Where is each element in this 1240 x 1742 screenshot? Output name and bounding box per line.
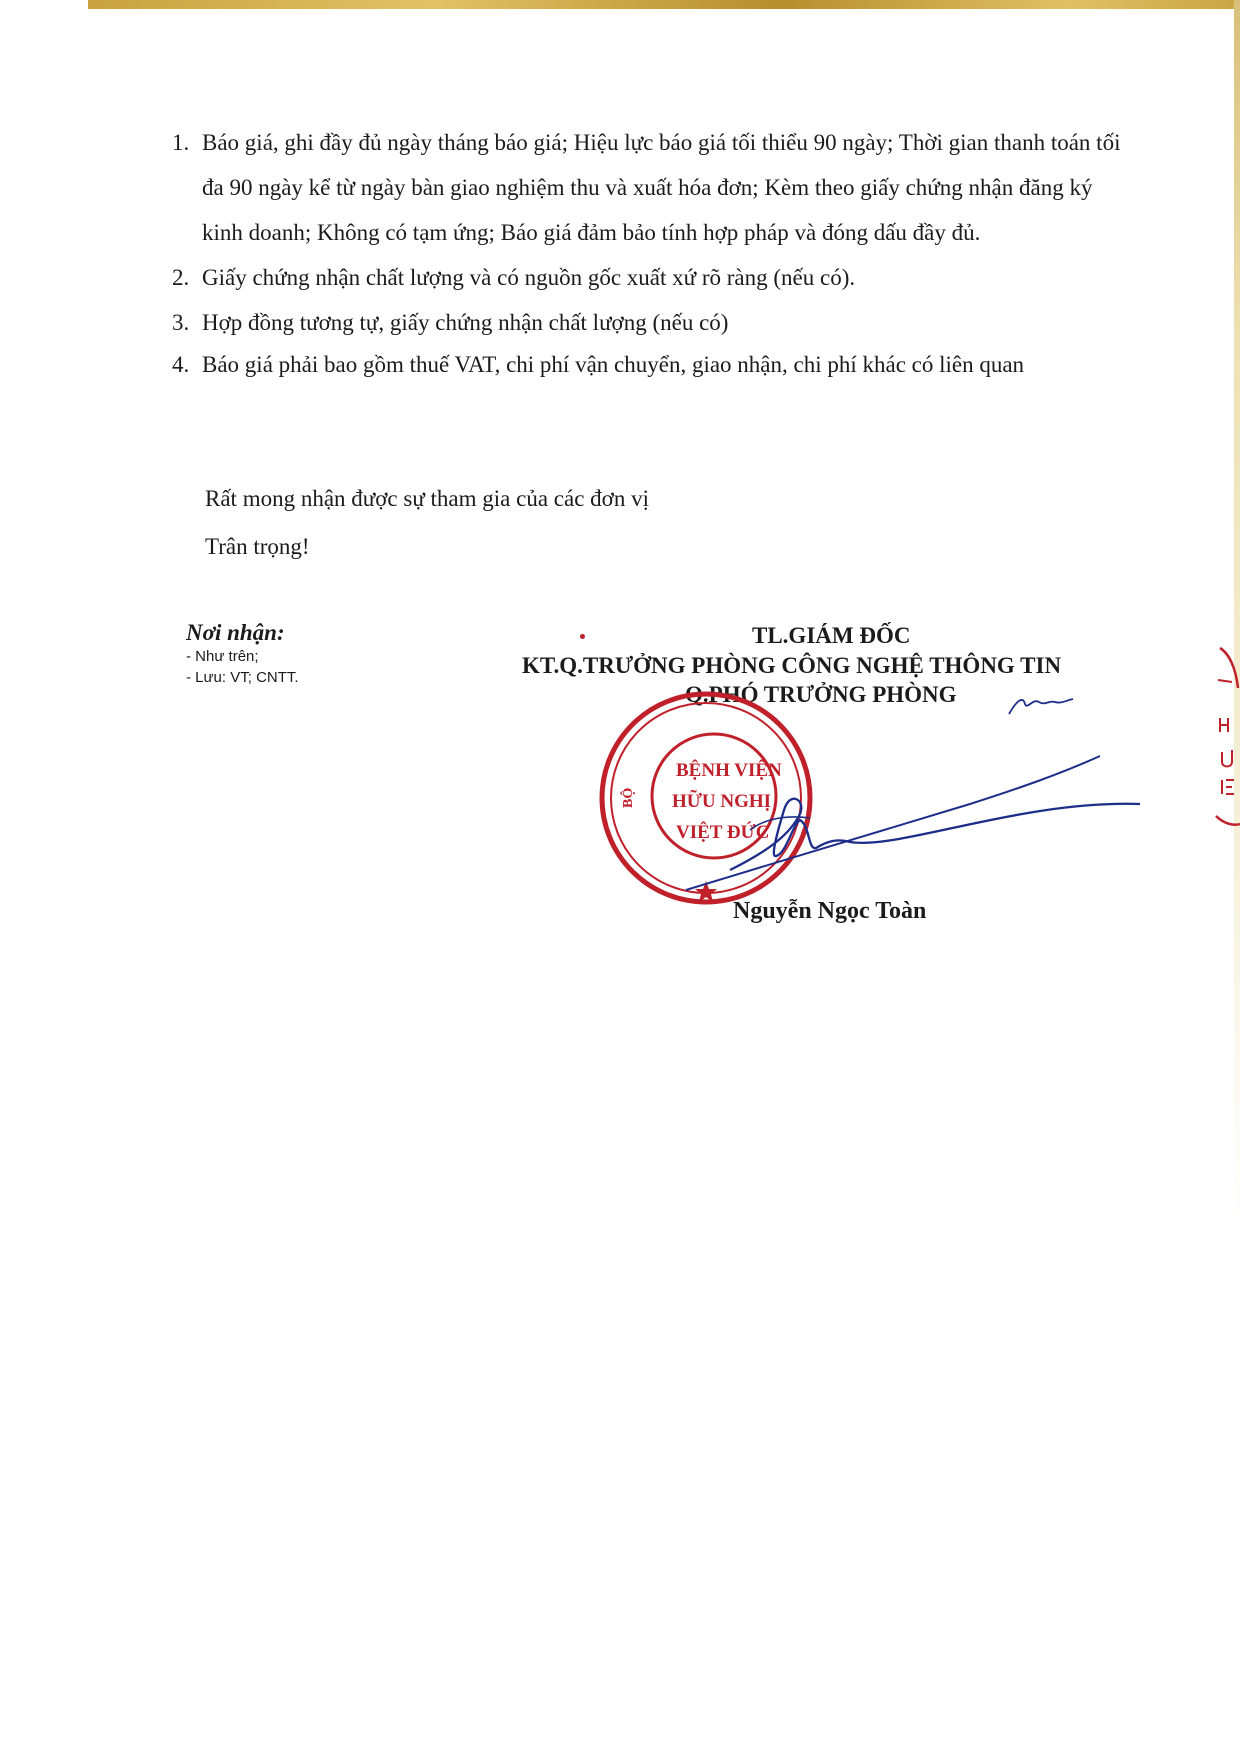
recipient-item: - Như trên; bbox=[186, 648, 259, 665]
requirement-item-2 bbox=[172, 255, 1132, 300]
signer-name: Nguyễn Ngọc Toàn bbox=[733, 898, 927, 924]
requirement-number: 2. bbox=[172, 265, 190, 290]
requirement-number: 1. bbox=[172, 130, 190, 155]
partial-stamp-icon bbox=[1212, 640, 1240, 860]
recipient-item: - Lưu: VT; CNTT. bbox=[186, 669, 299, 686]
requirement-text: Báo giá, ghi đầy đủ ngày tháng báo giá; Hiệu lực báo giá tối thiểu 90 ngày; Thời gian thanh toán tối đa 90 ngày kể từ ngày bàn giao nghiệm thu và xuất hóa đơn; Kèm theo giấy chứng nhận đăng ký kinh doanh; Không có tạm ứng; Báo giá đảm bảo tính hợp pháp và đóng dấu đầy đủ. bbox=[202, 130, 1121, 245]
seal-line-2: HỮU NGHỊ bbox=[672, 791, 772, 812]
recipients-block bbox=[186, 620, 299, 688]
signature-title-department: KT.Q.TRƯỞNG PHÒNG CÔNG NGHỆ THÔNG TIN bbox=[522, 653, 1062, 678]
requirement-number: 4. bbox=[172, 352, 190, 377]
requirement-number: 3. bbox=[172, 310, 190, 335]
requirement-text: Báo giá phải bao gồm thuế VAT, chi phí vận chuyển, giao nhận, chi phí khác có liên quan bbox=[202, 352, 1025, 377]
requirement-item-4 bbox=[172, 346, 1132, 384]
requirement-text: Giấy chứng nhận chất lượng và có nguồn gốc xuất xứ rõ ràng (nếu có). bbox=[202, 265, 856, 290]
requirement-item-1 bbox=[172, 120, 1132, 255]
requirements-list bbox=[172, 120, 1132, 384]
signature-title-deputy: Q.PHÓ TRƯỞNG PHÒNG bbox=[685, 682, 957, 707]
initials-icon bbox=[1005, 690, 1075, 718]
closing-invitation: Rất mong nhận được sự tham gia của các đơn vị bbox=[205, 486, 649, 511]
requirement-text: Hợp đồng tương tự, giấy chứng nhận chất lượng (nếu có) bbox=[202, 310, 729, 335]
seal-side-text: BỘ bbox=[621, 787, 636, 808]
signature-icon bbox=[640, 730, 1160, 900]
recipients-title: Nơi nhận: bbox=[186, 620, 285, 645]
closing-regards: Trân trọng! bbox=[205, 534, 310, 559]
requirement-item-3 bbox=[172, 304, 1132, 342]
seal-line-3: VIỆT ĐỨC bbox=[676, 822, 770, 843]
seal-line-1: BỆNH VIỆN bbox=[676, 760, 782, 781]
ink-dot bbox=[580, 634, 585, 639]
signature-title-director: TL.GIÁM ĐỐC bbox=[752, 623, 911, 648]
